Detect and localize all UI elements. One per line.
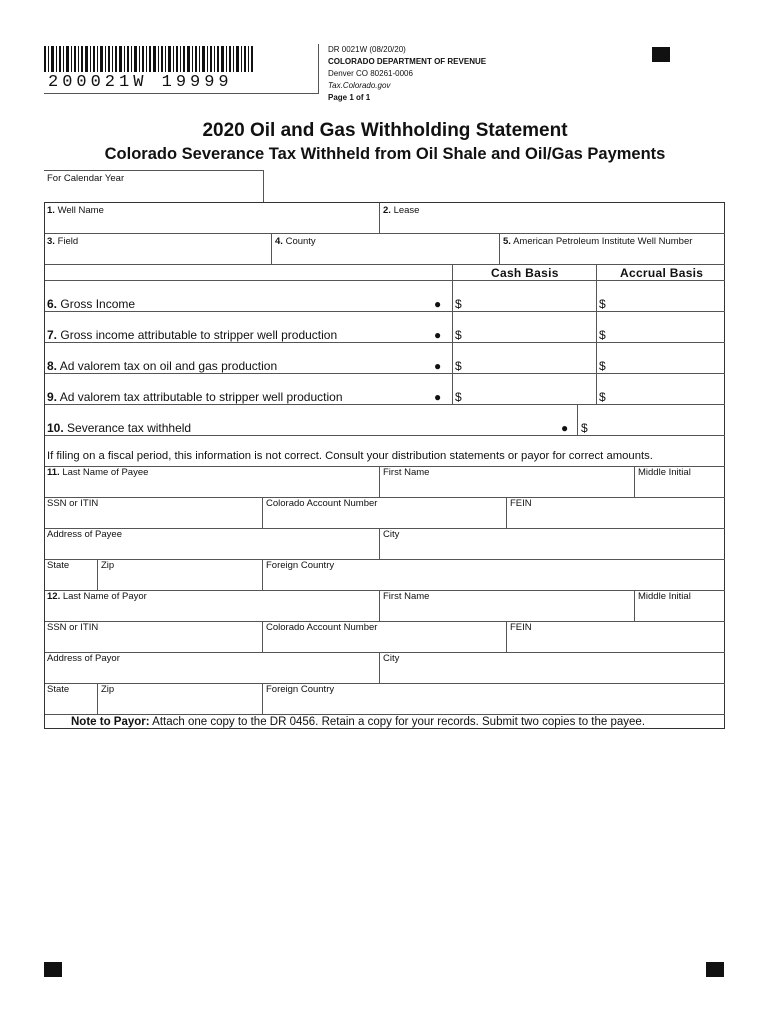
calendar-year-label: For Calendar Year: [47, 173, 125, 184]
payee-zip-field[interactable]: Zip: [101, 560, 115, 571]
page-title: 2020 Oil and Gas Withholding Statement: [202, 120, 568, 141]
payee-fein-field[interactable]: FEIN: [510, 498, 532, 509]
line-7-accrual-input[interactable]: $: [599, 328, 606, 342]
payee-city-field[interactable]: City: [383, 529, 400, 540]
payor-city-field[interactable]: City: [383, 653, 400, 664]
line-8-accrual-input[interactable]: $: [599, 359, 606, 373]
payor-first-name-field[interactable]: First Name: [383, 591, 430, 602]
withholding-form: [44, 202, 725, 729]
agency-address: Denver CO 80261-0006: [328, 69, 413, 78]
payee-co-account-field[interactable]: Colorado Account Number: [266, 498, 378, 509]
payee-middle-initial-field[interactable]: Middle Initial: [638, 467, 691, 478]
payor-foreign-country-field[interactable]: Foreign Country: [266, 684, 335, 695]
barcode: [44, 46, 254, 76]
line-9-accrual-input[interactable]: $: [599, 390, 606, 404]
line-8-label: 8. Ad valorem tax on oil and gas production: [47, 359, 278, 373]
agency-website: Tax.Colorado.gov: [328, 81, 391, 90]
county-field[interactable]: 4. County: [275, 236, 316, 247]
line-10-input[interactable]: $: [581, 421, 588, 435]
bullet-icon: ●: [434, 359, 442, 373]
registration-mark-bottom-right: [706, 962, 724, 977]
accrual-basis-header: Accrual Basis: [620, 266, 704, 280]
line-8-cash-input[interactable]: $: [455, 359, 462, 373]
payor-zip-field[interactable]: Zip: [101, 684, 115, 695]
payee-first-name-field[interactable]: First Name: [383, 467, 430, 478]
page-subtitle: Colorado Severance Tax Withheld from Oil Shale and Oil/Gas Payments: [104, 145, 666, 163]
line-10-label: 10. Severance tax withheld: [47, 421, 192, 435]
fiscal-period-note: If filing on a fiscal period, this information is not correct. Consult your distribution statements or payor for correct amounts.: [47, 450, 653, 462]
payee-last-name-field[interactable]: 11. Last Name of Payee: [47, 467, 149, 478]
well-name-field[interactable]: 1. Well Name: [47, 205, 104, 216]
payee-address-field[interactable]: Address of Payee: [47, 529, 122, 540]
line-7-cash-input[interactable]: $: [455, 328, 462, 342]
form-id: DR 0021W (08/20/20): [328, 45, 406, 54]
bullet-icon: ●: [434, 390, 442, 404]
payee-foreign-country-field[interactable]: Foreign Country: [266, 560, 335, 571]
line-9-label: 9. Ad valorem tax attributable to stripper well production: [47, 390, 343, 404]
api-number-field[interactable]: 5. American Petroleum Institute Well Number: [503, 236, 693, 247]
registration-mark-bottom-left: [44, 962, 62, 977]
registration-mark-top-right: [652, 47, 670, 62]
payor-co-account-field[interactable]: Colorado Account Number: [266, 622, 378, 633]
barcode-divider: [44, 93, 319, 94]
payee-ssn-field[interactable]: SSN or ITIN: [47, 498, 99, 509]
payee-state-field[interactable]: State: [47, 560, 70, 571]
bullet-icon: ●: [434, 297, 442, 311]
payor-middle-initial-field[interactable]: Middle Initial: [638, 591, 691, 602]
calendar-year-box[interactable]: [44, 170, 264, 203]
line-9-cash-input[interactable]: $: [455, 390, 462, 404]
form-header: [328, 44, 486, 104]
field-field[interactable]: 3. Field: [47, 236, 79, 247]
payor-address-field[interactable]: Address of Payor: [47, 653, 120, 664]
cash-basis-header: Cash Basis: [491, 266, 559, 280]
line-6-accrual-input[interactable]: $: [599, 297, 606, 311]
line-6-cash-input[interactable]: $: [455, 297, 462, 311]
barcode-number: 200021W 19999: [48, 73, 233, 92]
bullet-icon: ●: [434, 328, 442, 342]
note-to-payor: Note to Payor: Attach one copy to the DR 0456. Retain a copy for your records. Submit two copies to the payee.: [71, 716, 646, 728]
header-divider: [318, 44, 319, 94]
line-6-label: 6. Gross Income: [47, 297, 136, 311]
form-left-border: [44, 202, 45, 729]
payor-ssn-field[interactable]: SSN or ITIN: [47, 622, 99, 633]
line-7-label: 7. Gross income attributable to stripper well production: [47, 328, 338, 342]
agency-name: COLORADO DEPARTMENT OF REVENUE: [328, 57, 487, 66]
page-number: Page 1 of 1: [328, 93, 371, 102]
payor-last-name-field[interactable]: 12. Last Name of Payor: [47, 591, 147, 602]
bullet-icon: ●: [561, 421, 569, 435]
payor-state-field[interactable]: State: [47, 684, 70, 695]
payor-fein-field[interactable]: FEIN: [510, 622, 532, 633]
lease-field[interactable]: 2. Lease: [383, 205, 420, 216]
